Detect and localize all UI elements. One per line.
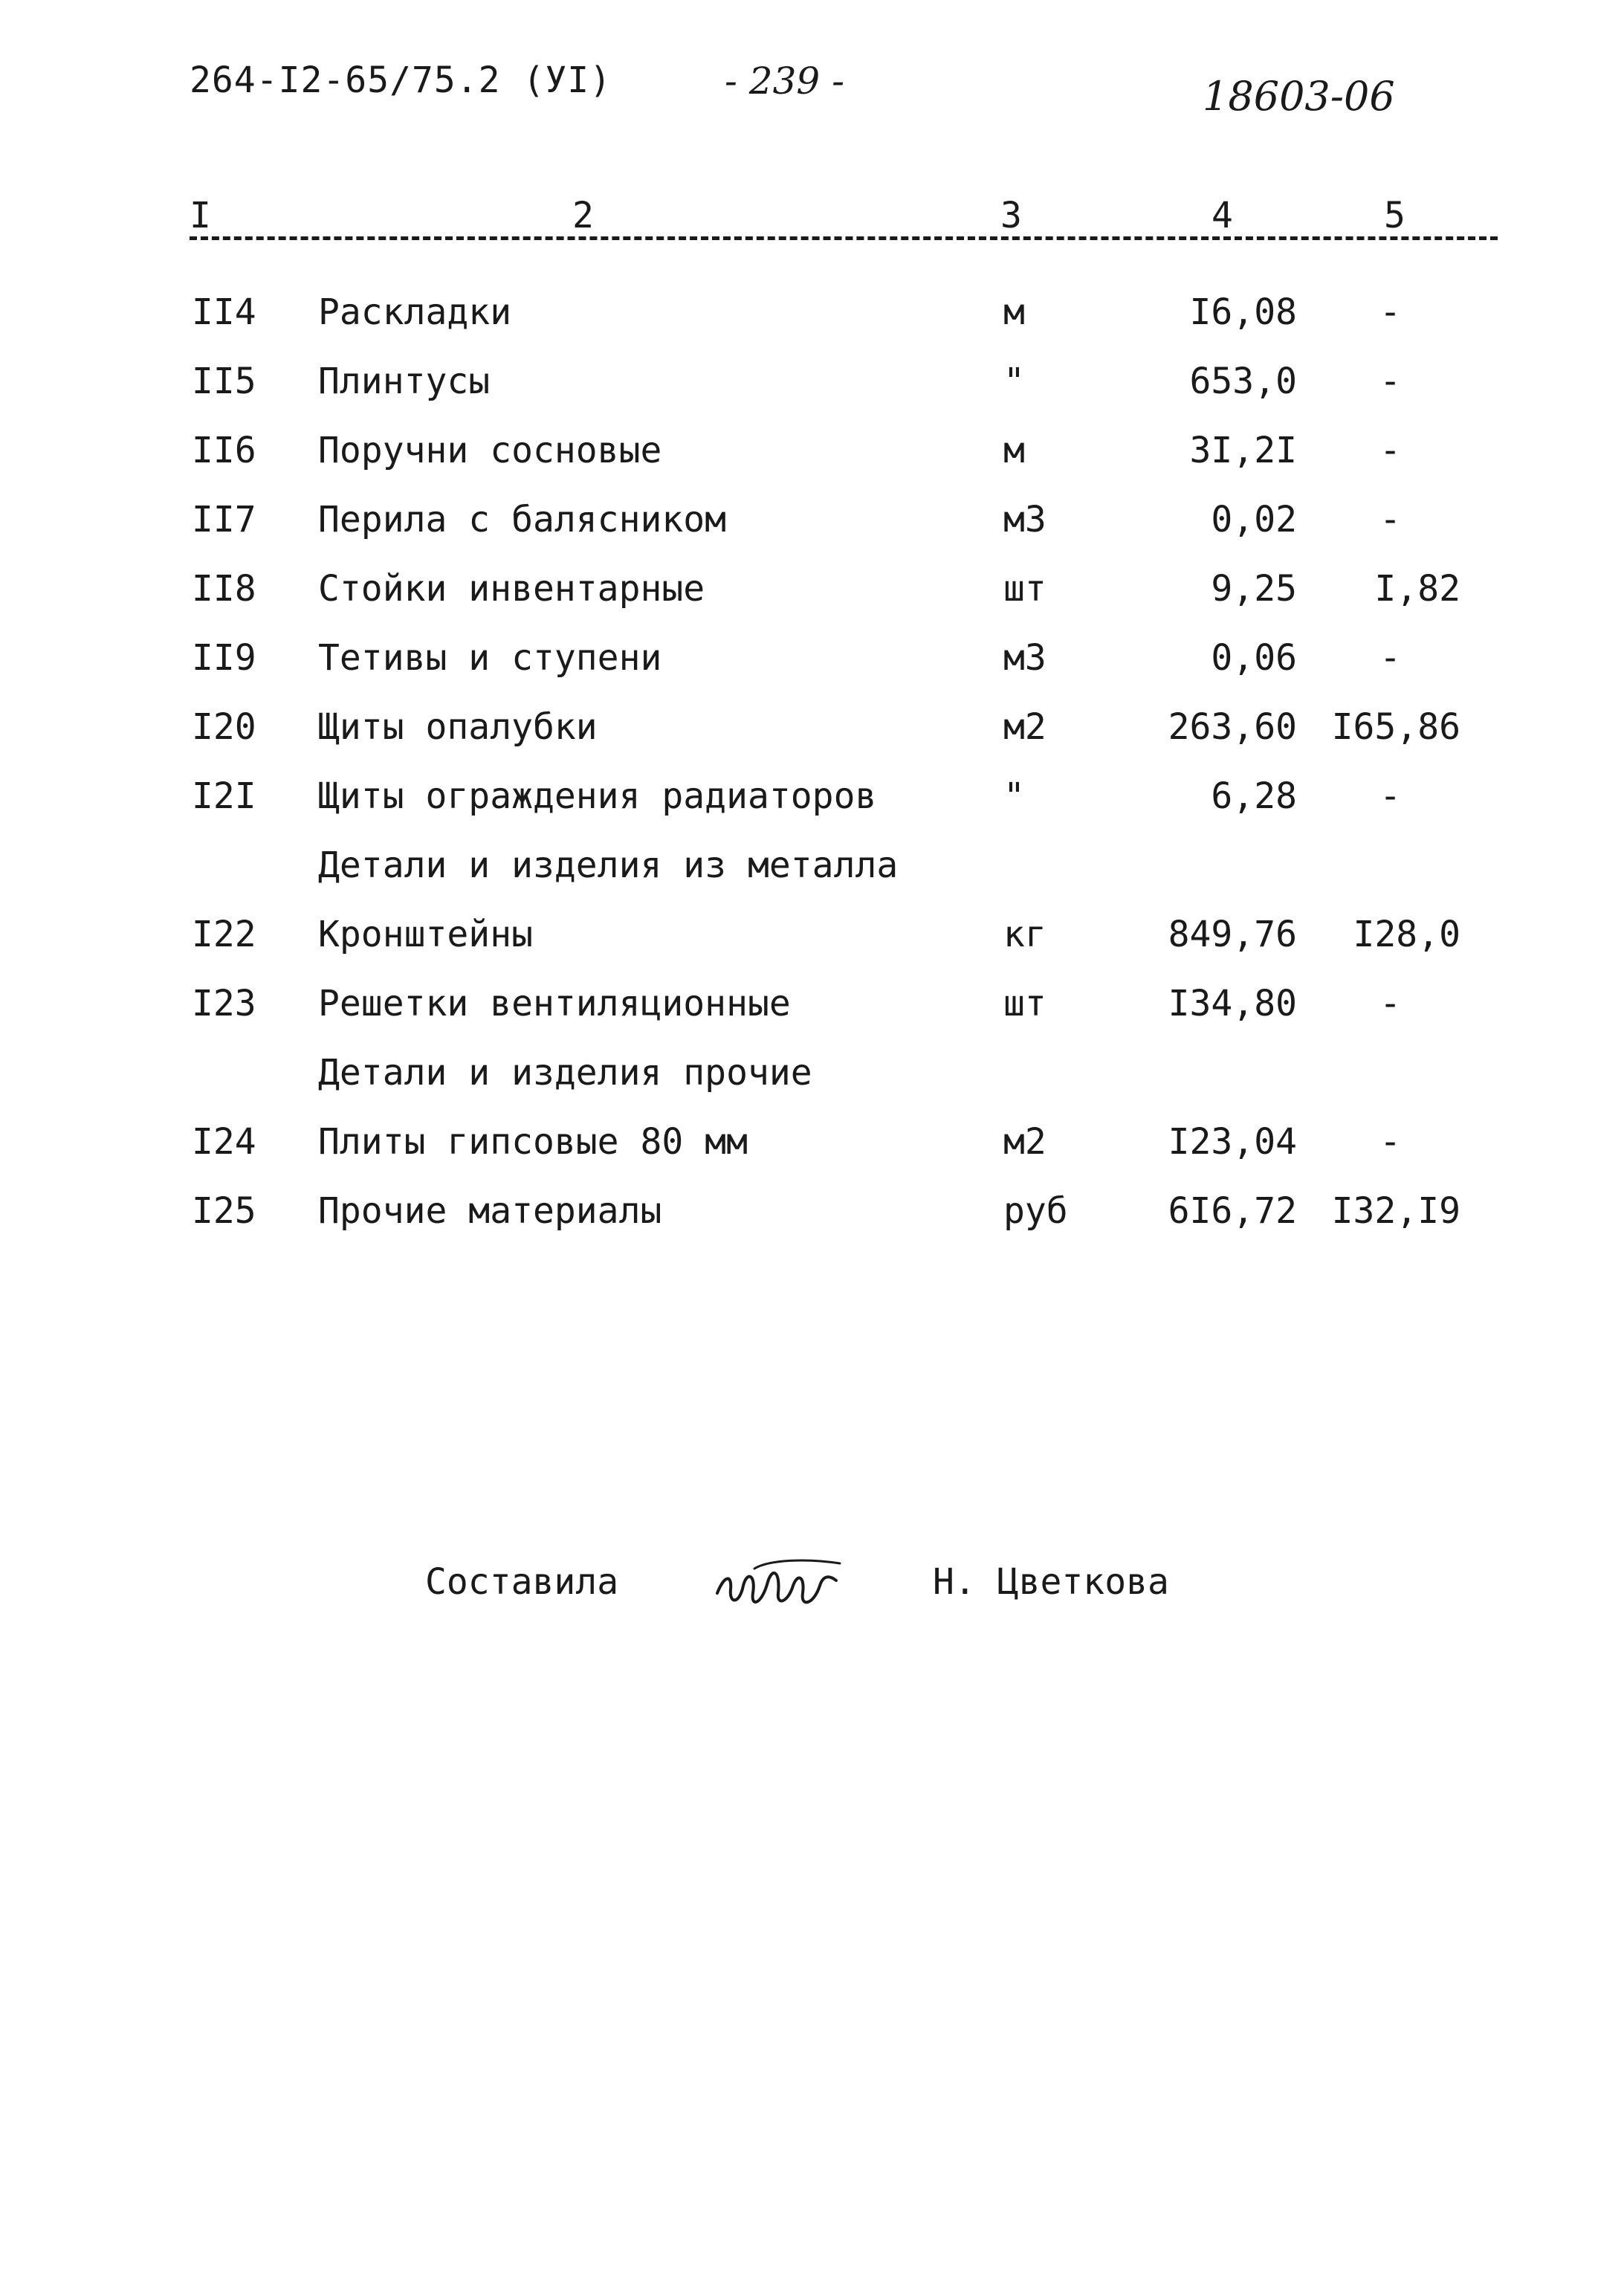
row-number: II8 xyxy=(192,568,256,610)
column-header-1: I xyxy=(190,195,211,236)
quantity: 263,60 xyxy=(1168,706,1297,748)
quantity: I23,04 xyxy=(1168,1121,1297,1163)
table-row xyxy=(0,1121,1624,1188)
section-heading-row xyxy=(0,1052,1624,1119)
column-header-4: 4 xyxy=(1211,195,1233,236)
quantity: 3I,2I xyxy=(1189,430,1297,471)
header-dashed-rule xyxy=(190,236,1498,240)
row-number: I23 xyxy=(192,983,256,1024)
row-number: I2I xyxy=(192,775,256,817)
unit: кг xyxy=(1003,914,1046,955)
unit: шт xyxy=(1003,568,1046,610)
value: - xyxy=(1379,775,1401,817)
quantity: I6,08 xyxy=(1189,291,1297,333)
unit: руб xyxy=(1003,1190,1068,1232)
section-heading-row xyxy=(0,845,1624,911)
quantity: 6,28 xyxy=(1211,775,1297,817)
value: I65,86 xyxy=(1331,706,1460,748)
unit: " xyxy=(1003,775,1025,817)
stamp-number: 18603-06 xyxy=(1203,73,1395,120)
item-name: Плинтусы xyxy=(318,361,491,402)
table-row xyxy=(0,637,1624,704)
value: - xyxy=(1379,499,1401,540)
row-number: II5 xyxy=(192,361,256,402)
table-row xyxy=(0,775,1624,842)
quantity: 9,25 xyxy=(1211,568,1297,610)
table-row xyxy=(0,568,1624,635)
table-row xyxy=(0,430,1624,497)
item-name: Плиты гипсовые 80 мм xyxy=(318,1121,748,1163)
table-row xyxy=(0,291,1624,358)
item-name: Поручни сосновые xyxy=(318,430,662,471)
quantity: 6I6,72 xyxy=(1168,1190,1297,1232)
row-number: II4 xyxy=(192,291,256,333)
value: - xyxy=(1379,983,1401,1024)
quantity: 849,76 xyxy=(1168,914,1297,955)
row-number: I24 xyxy=(192,1121,256,1163)
unit: " xyxy=(1003,361,1025,402)
handwritten-signature xyxy=(710,1552,858,1619)
column-header-3: 3 xyxy=(1000,195,1022,236)
row-number: II9 xyxy=(192,637,256,679)
section-heading: Детали и изделия прочие xyxy=(318,1052,812,1094)
value: - xyxy=(1379,637,1401,679)
value: I32,I9 xyxy=(1331,1190,1460,1232)
quantity: 653,0 xyxy=(1189,361,1297,402)
value: - xyxy=(1379,291,1401,333)
item-name: Перила с балясником xyxy=(318,499,727,540)
column-header-5: 5 xyxy=(1384,195,1405,236)
unit: м3 xyxy=(1003,499,1046,540)
section-heading: Детали и изделия из металла xyxy=(318,845,899,886)
unit: м3 xyxy=(1003,637,1046,679)
unit: м xyxy=(1003,430,1025,471)
item-name: Раскладки xyxy=(318,291,512,333)
value: - xyxy=(1379,430,1401,471)
unit: м2 xyxy=(1003,1121,1046,1163)
value: I28,0 xyxy=(1353,914,1460,955)
table-row xyxy=(0,706,1624,773)
value: - xyxy=(1379,361,1401,402)
item-name: Щиты ограждения радиаторов xyxy=(318,775,877,817)
value: - xyxy=(1379,1121,1401,1163)
item-name: Решетки вентиляционные xyxy=(318,983,791,1024)
quantity: I34,80 xyxy=(1168,983,1297,1024)
table-row xyxy=(0,1190,1624,1257)
row-number: I22 xyxy=(192,914,256,955)
document-code: 264-I2-65/75.2 (УI) xyxy=(190,59,612,101)
unit: м xyxy=(1003,291,1025,333)
table-row xyxy=(0,361,1624,427)
row-number: II6 xyxy=(192,430,256,471)
table-row xyxy=(0,983,1624,1050)
item-name: Стойки инвентарные xyxy=(318,568,705,610)
item-name: Прочие материалы xyxy=(318,1190,662,1232)
table-row xyxy=(0,499,1624,566)
signature-label: Составила xyxy=(425,1561,619,1603)
value: I,82 xyxy=(1374,568,1460,610)
row-number: I20 xyxy=(192,706,256,748)
quantity: 0,02 xyxy=(1211,499,1297,540)
unit: м2 xyxy=(1003,706,1046,748)
unit: шт xyxy=(1003,983,1046,1024)
row-number: II7 xyxy=(192,499,256,540)
quantity: 0,06 xyxy=(1211,637,1297,679)
item-name: Щиты опалубки xyxy=(318,706,598,748)
row-number: I25 xyxy=(192,1190,256,1232)
page-number: - 239 - xyxy=(725,59,845,103)
item-name: Тетивы и ступени xyxy=(318,637,662,679)
table-row xyxy=(0,914,1624,981)
signatory-name: Н. Цветкова xyxy=(933,1561,1169,1603)
column-header-2: 2 xyxy=(572,195,594,236)
item-name: Кронштейны xyxy=(318,914,533,955)
